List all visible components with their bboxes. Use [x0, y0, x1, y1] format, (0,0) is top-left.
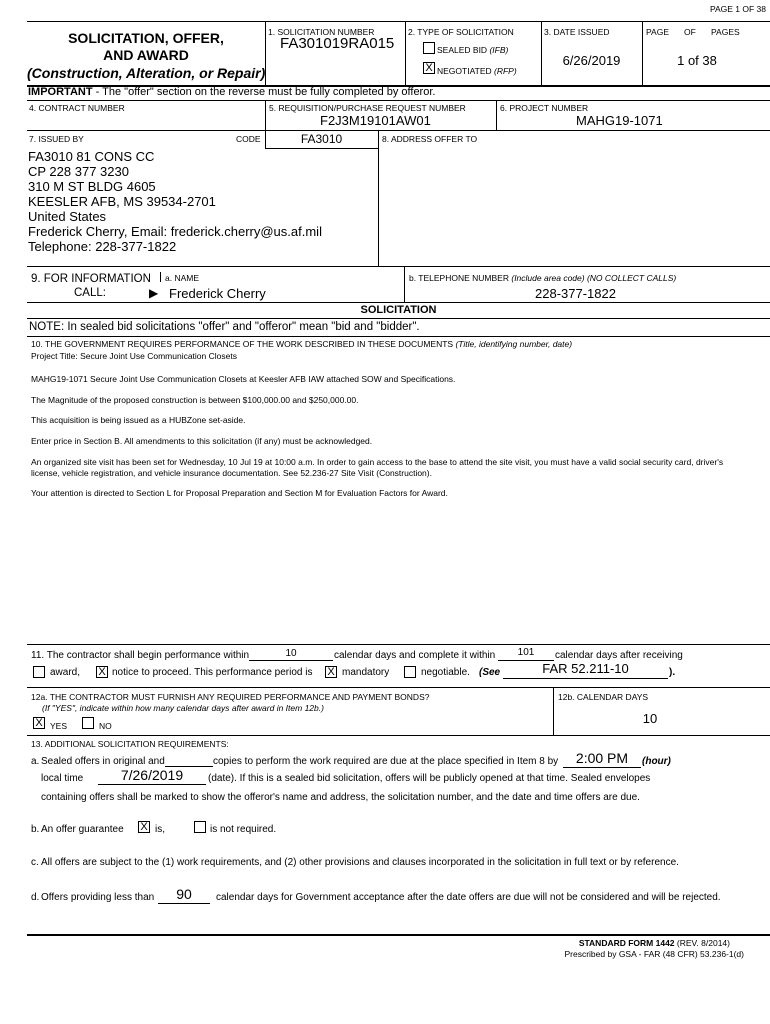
box10-paragraph: Enter price in Section B. All amendments to this solicitation (if any) must be acknowledged. [31, 436, 373, 446]
bond-calendar-days[interactable]: 10 [642, 711, 658, 726]
see-label: (See [479, 667, 501, 678]
guarantee-not-label: is not required. [210, 824, 277, 835]
award-checkbox[interactable] [33, 666, 45, 678]
arrow-icon: ▶ [149, 286, 159, 300]
of-label: OF [684, 27, 696, 37]
complete-days[interactable]: 101 [517, 647, 535, 658]
item-b-text: An offer guarantee [41, 824, 124, 835]
item-a-text1: Sealed offers in original and [41, 756, 165, 767]
issuer-code[interactable]: FA3010 [300, 132, 343, 146]
box12b-label: 12b. CALENDAR DAYS [558, 692, 649, 702]
box7-label: 7. ISSUED BY [29, 134, 84, 144]
see-close: ). [669, 667, 676, 678]
requisition-number[interactable]: F2J3M19101AW01 [320, 113, 431, 128]
page-label: PAGE [646, 27, 669, 37]
guarantee-is-checkbox[interactable]: X [138, 821, 150, 833]
mandatory-checkbox[interactable]: X [325, 666, 337, 678]
see-reference[interactable]: FAR 52.211-10 [542, 661, 629, 676]
box5-label: 5. REQUISITION/PURCHASE REQUEST NUMBER [269, 103, 466, 113]
bonds-no-checkbox[interactable] [82, 717, 94, 729]
date-issued[interactable]: 6/26/2019 [562, 53, 621, 68]
page-count[interactable]: 1 of 38 [677, 53, 717, 68]
issuer-address-line: 310 M ST BLDG 4605 [28, 179, 156, 194]
box10-paragraph: This acquisition is being issued as a HUBZone set-aside. [31, 415, 246, 425]
box10-label: 10. THE GOVERNMENT REQUIRES PERFORMANCE OF THE WORK DESCRIBED IN THESE DOCUMENTS (Title, identifying number, date) [31, 339, 573, 349]
form-title-line3: (Construction, Alteration, or Repair) [27, 65, 266, 81]
box10-paragraph: An organized site visit has been set for Wednesday, 10 Jul 19 at 10:00 a.m. In order to gain access to the base to attend the site visit, you must have a valid social security card, driver's license, vehicle registration, and vehicle insurance documentation. See 52.236-27 Site Visit (Construction). [31, 457, 724, 478]
bonds-yes-label: YES [50, 721, 68, 731]
guarantee-is-label: is, [155, 824, 165, 835]
box9-label-line1: 9. FOR INFORMATION [31, 273, 151, 285]
pages-label: PAGES [711, 27, 740, 37]
box8-label: 8. ADDRESS OFFER TO [382, 134, 478, 144]
award-label: award, [50, 667, 81, 678]
due-date[interactable]: 7/26/2019 [120, 767, 184, 783]
phone-label: b. TELEPHONE NUMBER (Include area code) (NO COLLECT CALLS) [409, 273, 677, 283]
sealed-bid-label: SEALED BID (IFB) [437, 45, 509, 55]
form-title-line1: SOLICITATION, OFFER, [68, 30, 224, 46]
item-a-letter: a. [31, 756, 40, 767]
item-d-text1: Offers providing less than [41, 892, 155, 903]
contact-phone[interactable]: 228-377-1822 [535, 286, 616, 301]
box10-paragraph: Project Title: Secure Joint Use Communication Closets [31, 351, 237, 361]
form-title-line2: AND AWARD [103, 47, 189, 63]
solicitation-number[interactable]: FA301019RA015 [280, 35, 395, 52]
item-a-text2: copies to perform the work required are due at the place specified in Item 8 by [213, 756, 559, 767]
hour-label: (hour) [642, 756, 671, 767]
negotiable-label: negotiable. [421, 667, 470, 678]
sealed-bid-checkbox[interactable] [423, 42, 435, 54]
begin-days[interactable]: 10 [285, 648, 297, 659]
box13-label: 13. ADDITIONAL SOLICITATION REQUIREMENTS: [31, 739, 229, 749]
issuer-address-line: United States [28, 209, 107, 224]
issuer-address-line: FA3010 81 CONS CC [28, 149, 155, 164]
item-c-letter: c. [31, 857, 39, 868]
item-a-text4: containing offers shall be marked to show the offeror's name and address, the solicitation number, and the date and time offers are due. [41, 792, 640, 803]
box4-label: 4. CONTRACT NUMBER [29, 103, 125, 113]
issuer-address-line: Telephone: 228-377-1822 [28, 239, 177, 254]
box2-label: 2. TYPE OF SOLICITATION [408, 27, 514, 37]
issuer-address-line: CP 228 377 3230 [28, 164, 129, 179]
negotiated-checkbox[interactable]: X [423, 62, 435, 74]
negotiated-label: NEGOTIATED (RFP) [437, 66, 517, 76]
bonds-no-label: NO [99, 721, 112, 731]
name-label: a. NAME [165, 273, 200, 283]
box10-paragraph: MAHG19-1071 Secure Joint Use Communication Closets at Keesler AFB IAW attached SOW and Specifications. [31, 374, 456, 384]
issuer-address-line: KEESLER AFB, MS 39534-2701 [28, 194, 216, 209]
box12a-note: (If "YES", indicate within how many calendar days after award in Item 12b.) [42, 703, 324, 713]
box10-paragraph: Your attention is directed to Section L for Proposal Preparation and Section M for Evaluation Factors for Award. [31, 488, 448, 498]
page-number: PAGE 1 OF 38 [709, 4, 766, 14]
mandatory-label: mandatory [342, 667, 390, 678]
ntp-checkbox[interactable]: X [96, 666, 108, 678]
due-time[interactable]: 2:00 PM [575, 750, 629, 766]
acceptance-days[interactable]: 90 [176, 886, 192, 902]
issuer-address-line: Frederick Cherry, Email: frederick.cherry@us.af.mil [28, 224, 322, 239]
note-text: NOTE: In sealed bid solicitations "offer" and "offeror" mean "bid and "bidder". [29, 321, 420, 333]
box11-text1: 11. The contractor shall begin performance within [31, 650, 250, 661]
box10-paragraph: The Magnitude of the proposed construction is between $100,000.00 and $250,000.00. [31, 395, 359, 405]
item-d-letter: d. [31, 892, 40, 903]
item-b-letter: b. [31, 824, 40, 835]
box11-text2: calendar days and complete it within [334, 650, 496, 661]
box12a-label: 12a. THE CONTRACTOR MUST FURNISH ANY REQUIRED PERFORMANCE AND PAYMENT BONDS? [31, 692, 430, 702]
guarantee-not-checkbox[interactable] [194, 821, 206, 833]
important-notice: IMPORTANT - The "offer" section on the reverse must be fully completed by offeror. [28, 86, 436, 98]
form-footer: STANDARD FORM 1442 (REV. 8/2014) [578, 938, 730, 948]
box6-label: 6. PROJECT NUMBER [500, 103, 589, 113]
form-prescribed: Prescribed by GSA - FAR (48 CFR) 53.236-1(d) [564, 949, 744, 959]
local-time-label: local time [41, 773, 84, 784]
item-d-text2: calendar days for Government acceptance after the date offers are due will not be considered and will be rejected. [216, 892, 721, 903]
item-c-text: All offers are subject to the (1) work requirements, and (2) other provisions and clauses incorporated in the solicitation in full text or by reference. [41, 857, 679, 868]
contact-name[interactable]: Frederick Cherry [169, 286, 266, 301]
box1-label: 1. SOLICITATION NUMBER [268, 27, 375, 37]
code-label: CODE [236, 134, 261, 144]
box9-label-line2: CALL: [74, 287, 106, 299]
ntp-label: notice to proceed. This performance period is [112, 667, 313, 678]
negotiable-checkbox[interactable] [404, 666, 416, 678]
box11-text3: calendar days after receiving [555, 650, 683, 661]
item-a-text3: (date). If this is a sealed bid solicitation, offers will be publicly opened at that time. Sealed envelopes [208, 773, 651, 784]
project-number[interactable]: MAHG19-1071 [576, 113, 663, 128]
bonds-yes-checkbox[interactable]: X [33, 717, 45, 729]
solicitation-heading: SOLICITATION [360, 304, 437, 316]
box3-label: 3. DATE ISSUED [544, 27, 610, 37]
